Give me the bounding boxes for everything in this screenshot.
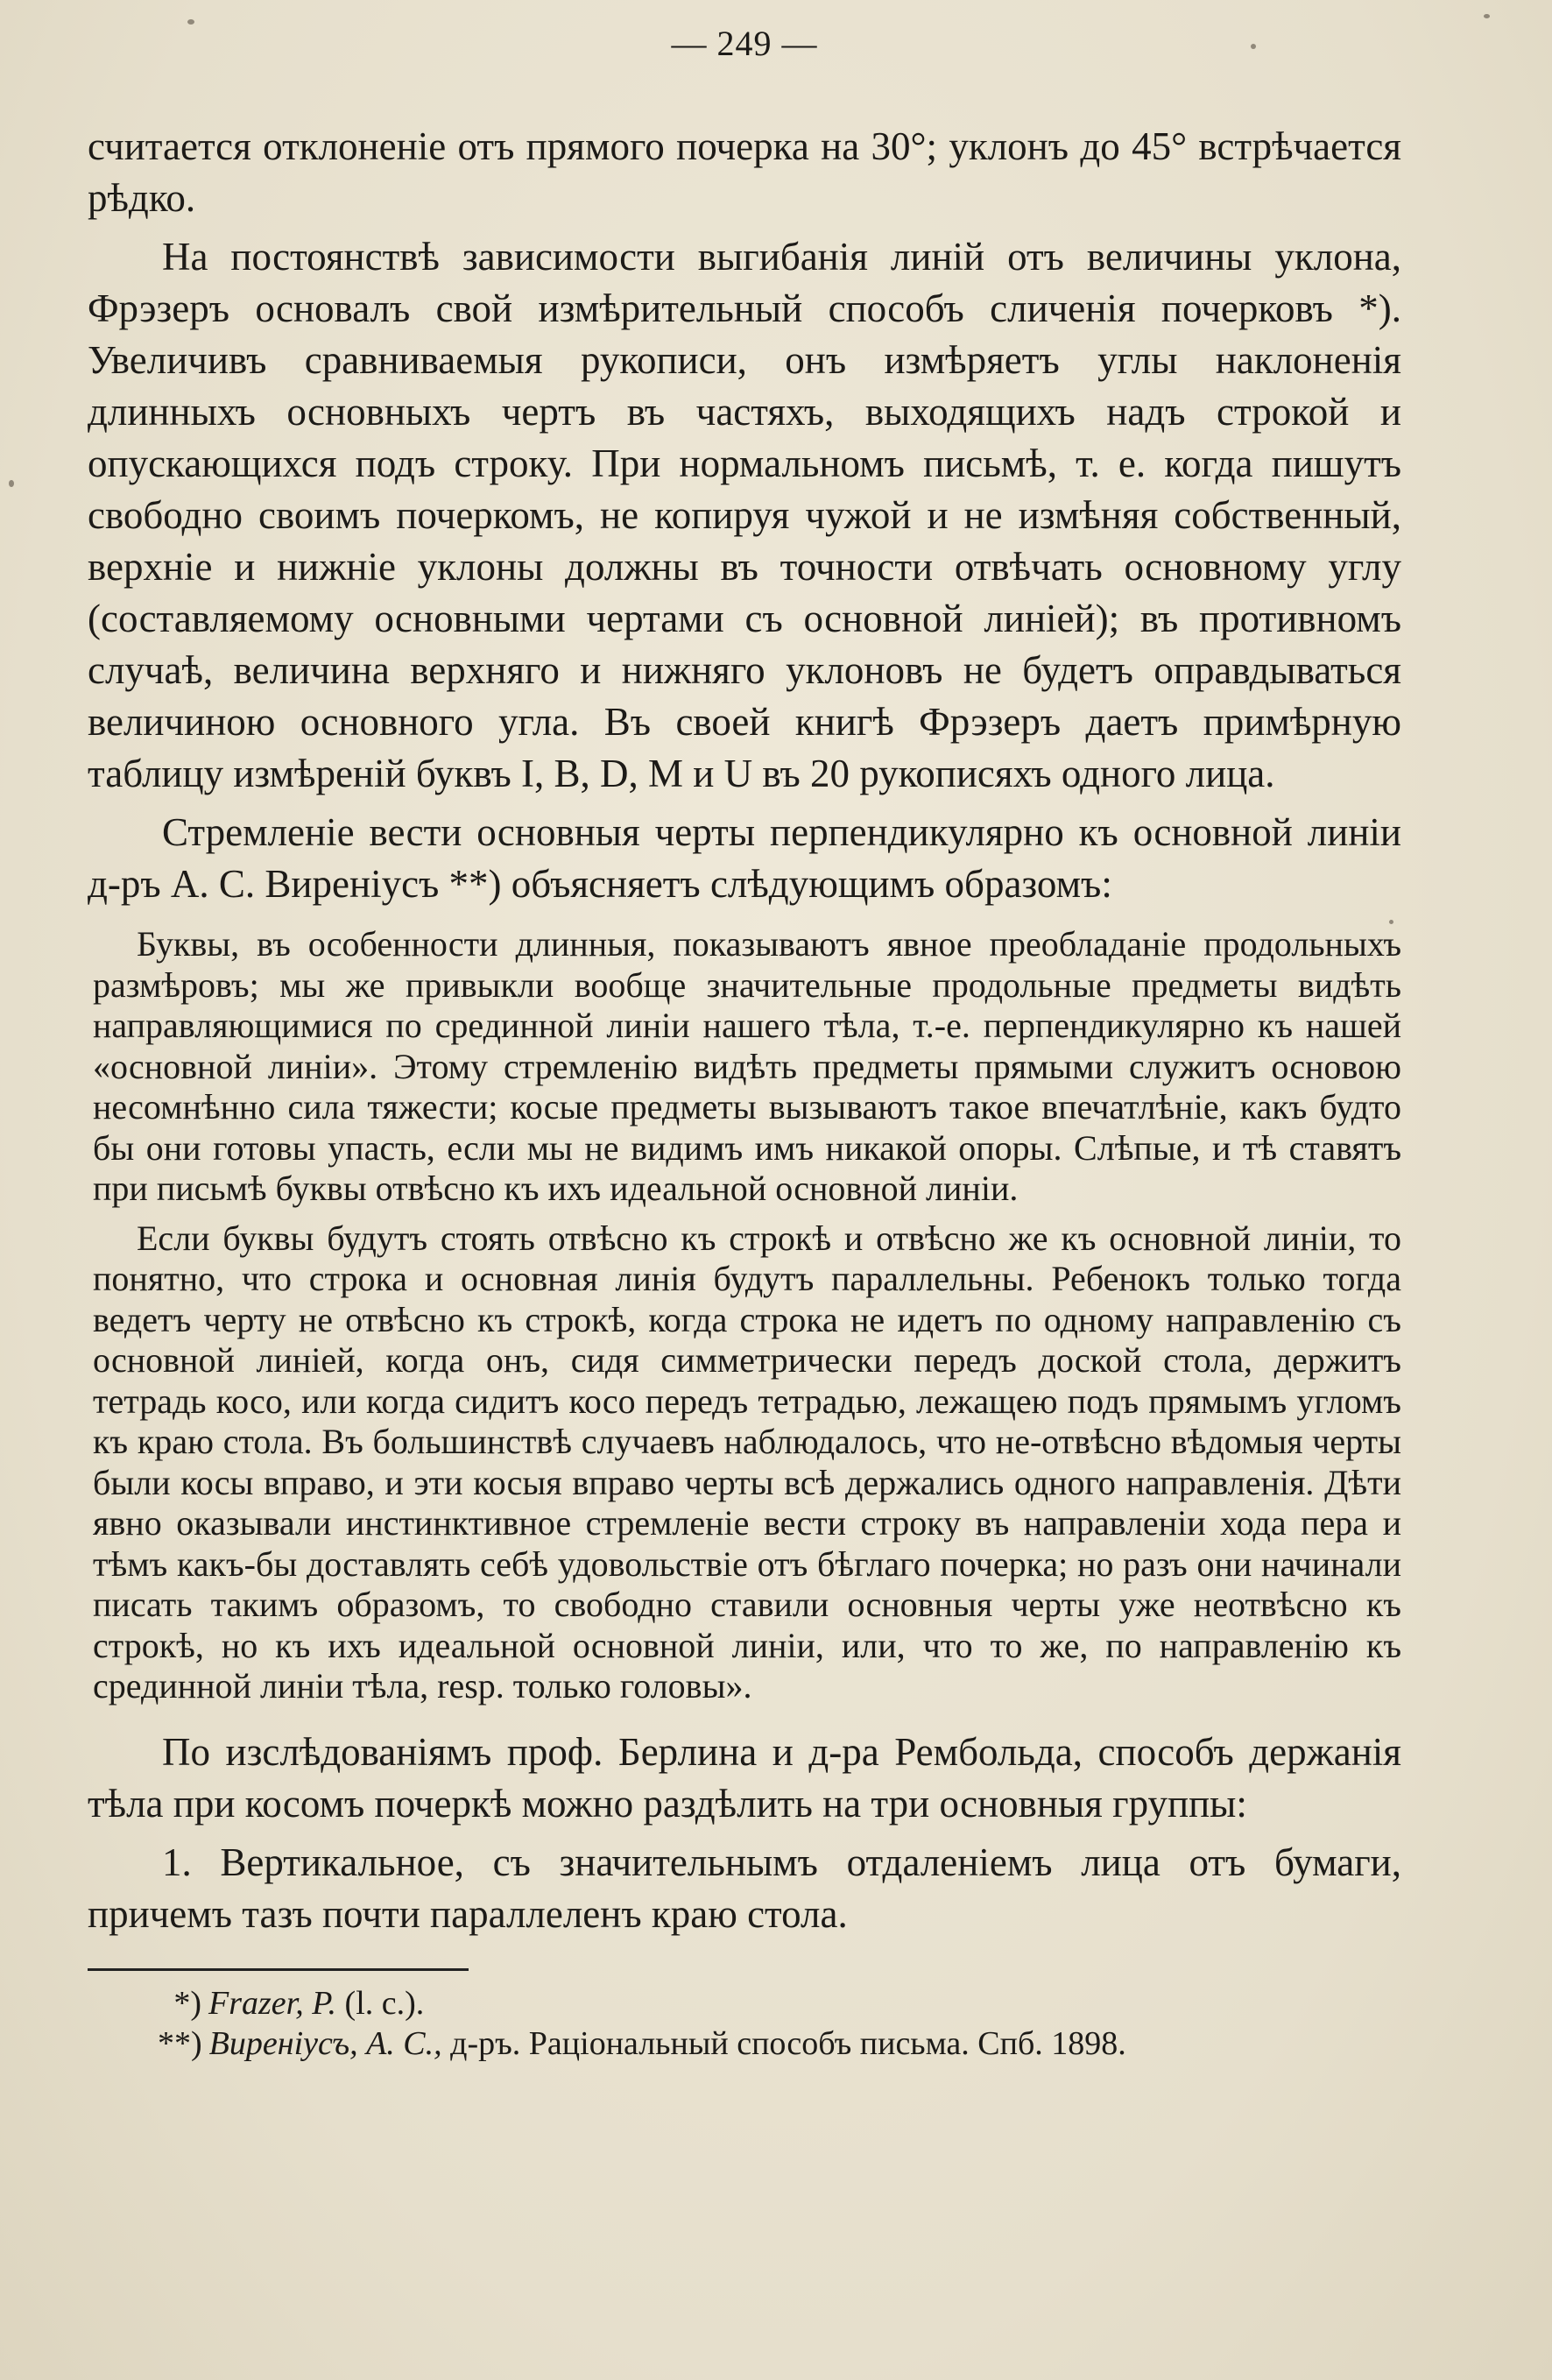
paper-speck	[187, 19, 194, 25]
main-text	[88, 121, 1401, 910]
footnote-mark: **)	[158, 2024, 202, 2062]
footnote-text: д-ръ. Раціональный способъ письма. Спб. 1898.	[450, 2024, 1126, 2062]
page-number: — 249 —	[671, 24, 818, 63]
footnote-author: Frazer, P.	[208, 1984, 337, 2022]
paper-speck	[1389, 920, 1393, 924]
footnote-1	[158, 1983, 1401, 2023]
paper-speck	[9, 480, 14, 487]
paragraph-item-1: 1. Вертикальное, съ значительнымъ отдаленіемъ лица отъ бумаги, причемъ тазъ почти параллеленъ краю стола.	[88, 1840, 1401, 1936]
quote-paragraph-1: Буквы, въ особенности длинныя, показываютъ явное преобладаніе продольныхъ размѣровъ; мы же привыкли вообще значительные продольные предметы видѣть направляющимися по срединной линіи нашего тѣла, т.-е. перпендикулярно къ нашей «основной линіи». Этому стремленію видѣть предметы прямыми служитъ основою несомнѣнно сила тяжести; косые предметы вызываютъ такое впечатлѣніе, какъ будто бы они готовы упасть, если мы не видимъ имъ никакой опоры. Слѣпые, и тѣ ставятъ при письмѣ буквы отвѣсно къ ихъ идеальной основной линіи.	[93, 924, 1401, 1208]
footnotes	[88, 1983, 1401, 2064]
footnote-author: Виреніусъ, А. С.,	[208, 2024, 442, 2062]
main-text-bottom	[88, 1727, 1401, 1940]
paper-speck	[1484, 14, 1490, 18]
footnote-2	[158, 2023, 1401, 2064]
footnote-text: (l. c.).	[344, 1984, 425, 2022]
paragraph-berlin-rembold: По изслѣдованіямъ проф. Берлина и д-ра Рембольда, способъ держанія тѣла при косомъ почеркѣ можно раздѣлить на три основныя группы:	[88, 1729, 1401, 1826]
footnote-divider	[88, 1968, 469, 1971]
paragraph-continuation: считается отклоненіе отъ прямого почерка на 30°; уклонъ до 45° встрѣчается рѣдко.	[88, 124, 1401, 220]
paragraph-frazer-method: На постоянствѣ зависимости выгибанія линій отъ величины уклона, Фрэзеръ основалъ свой измѣрительный способъ сличенія почерковъ *). Увеличивъ сравниваемыя рукописи, онъ измѣряетъ углы наклоненія длинныхъ основныхъ чертъ въ частяхъ, выходящихъ надъ строкой и опускающихся подъ строку. При нормальномъ письмѣ, т. е. когда пишутъ свободно своимъ почеркомъ, не копируя чужой и не измѣняя собственный, верхніе и нижніе уклоны должны въ точности отвѣчать основному углу (составляемому основными чертами съ основной линіей); въ противномъ случаѣ, величина верхняго и нижняго уклоновъ не будетъ оправдываться величиною основного угла. Въ своей книгѣ Фрэзеръ даетъ примѣрную таблицу измѣреній буквъ I, B, D, M и U въ 20 рукописяхъ одного лица.	[88, 235, 1401, 795]
paper-speck	[1251, 44, 1256, 49]
paragraph-virenius-intro: Стремленіе вести основныя черты перпендикулярно къ основной линіи д-ръ А. С. Виреніусъ **) объясняетъ слѣдующимъ образомъ:	[88, 810, 1401, 906]
footnote-mark: *)	[173, 1984, 201, 2022]
block-quote	[88, 924, 1401, 1707]
quote-paragraph-2: Если буквы будутъ стоять отвѣсно къ строкѣ и отвѣсно же къ основной линіи, то понятно, что строка и основная линія будутъ параллельны. Ребенокъ только тогда ведетъ черту не отвѣсно къ строкѣ, когда строка не идетъ по одному направленію съ основной линіей, когда онъ, сидя симметрически передъ доской стола, держитъ тетрадь косо, или когда сидитъ косо передъ тетрадью, лежащею подъ прямымъ угломъ къ краю стола. Въ большинствѣ случаевъ наблюдалось, что не-отвѣсно вѣдомыя черты были косы вправо, и эти косыя вправо черты всѣ держались одного направленія. Дѣти явно оказывали инстинктивное стремленіе вести строку въ направленіи хода пера и тѣмъ какъ-бы доставлять себѣ удовольствіе отъ бѣглаго почерка; но разъ они начинали писать такимъ образомъ, то свободно ставили основныя черты уже неотвѣсно къ строкѣ, но къ ихъ идеальной основной линіи, или, что то же, по направленію къ срединной линіи тѣла, resp. только головы».	[93, 1218, 1401, 1706]
book-page	[88, 18, 1401, 2064]
